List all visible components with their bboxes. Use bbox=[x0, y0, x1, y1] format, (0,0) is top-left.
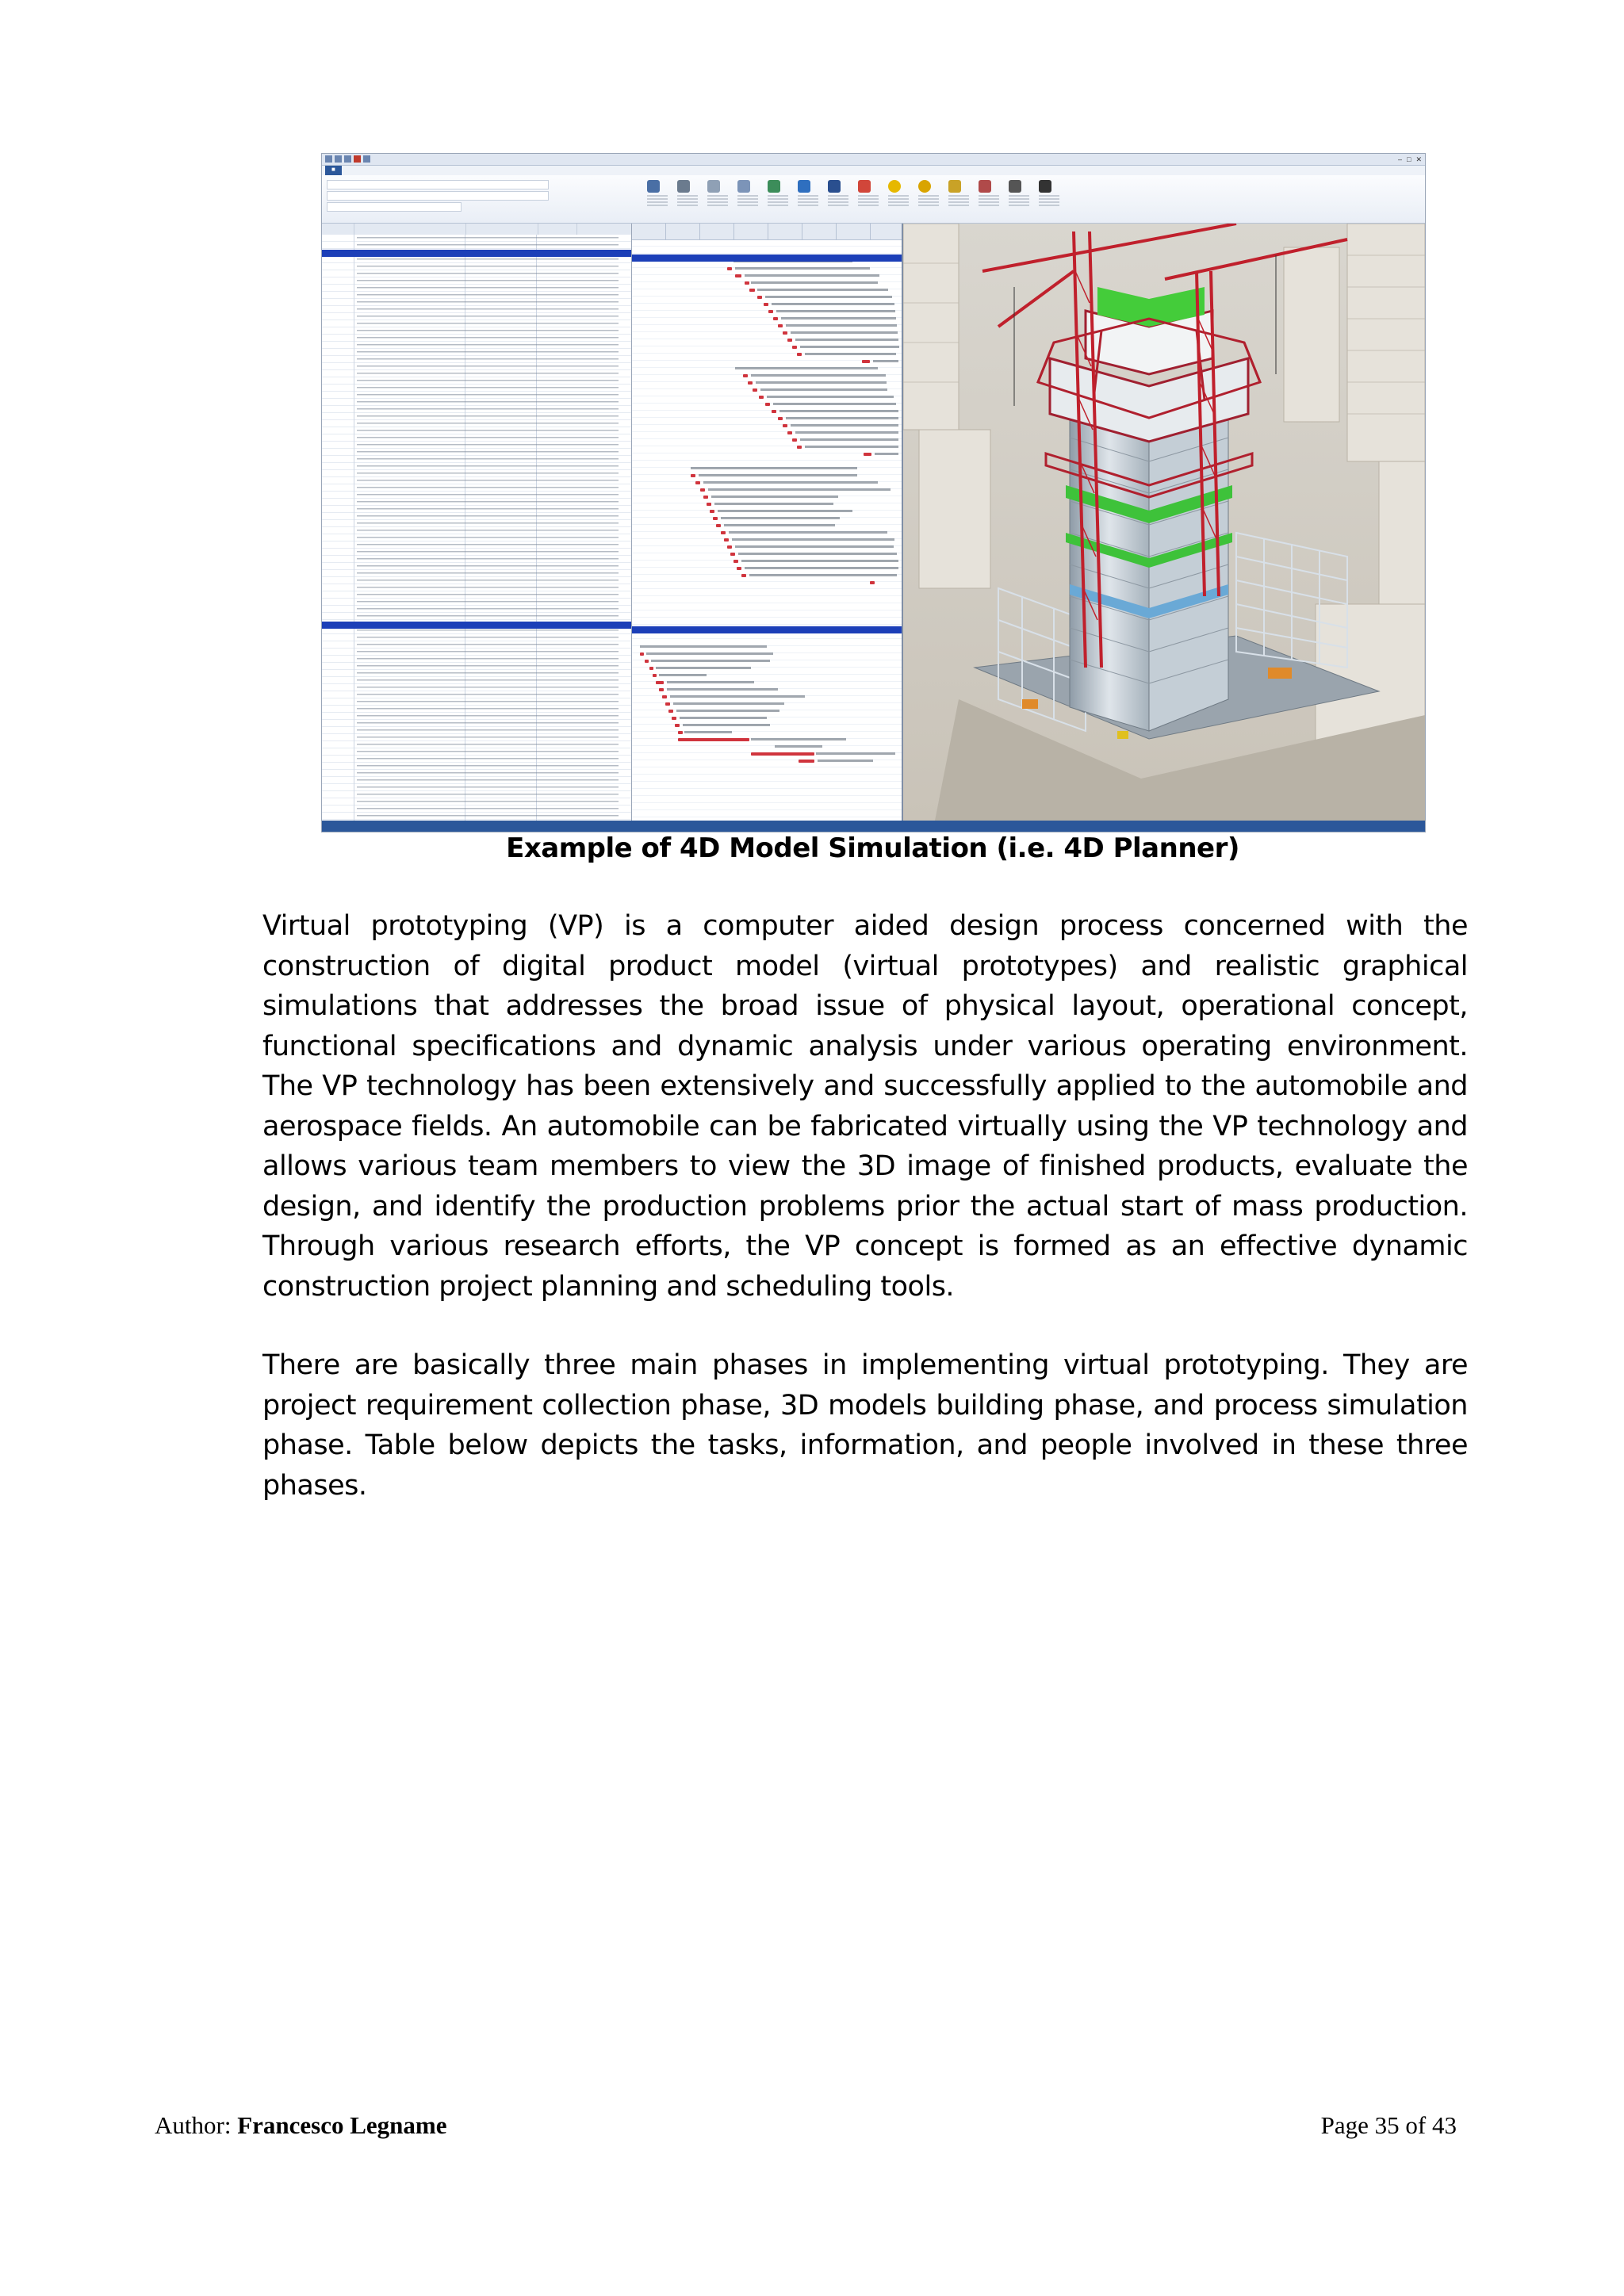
embedded-titlebar bbox=[322, 154, 1425, 166]
embedded-gantt-timescale bbox=[632, 224, 902, 240]
figure-caption: Example of 4D Model Simulation (i.e. 4D Planner) bbox=[506, 832, 1239, 864]
embedded-task-grid-header bbox=[322, 224, 631, 235]
embedded-selected-row bbox=[632, 254, 902, 262]
footer-page-number: Page 35 of 43 bbox=[1320, 2111, 1457, 2139]
figure-4d-planner-screenshot bbox=[321, 153, 1426, 832]
embedded-ribbon-tools bbox=[647, 180, 1059, 206]
embedded-task-grid bbox=[322, 224, 632, 821]
embedded-window-controls: – □ ✕ bbox=[1398, 155, 1422, 163]
embedded-quick-access-icons bbox=[325, 155, 370, 163]
embedded-3d-building-view bbox=[903, 224, 1425, 821]
embedded-gantt-chart bbox=[632, 224, 903, 821]
footer-author-name: Francesco Legname bbox=[237, 2111, 447, 2139]
embedded-status-bar bbox=[322, 821, 1425, 832]
embedded-ribbon bbox=[322, 175, 1425, 224]
embedded-gantt-bars bbox=[632, 239, 902, 821]
construction-site-3d-illustration bbox=[903, 224, 1425, 821]
embedded-file-tab-icon: ■ bbox=[325, 166, 342, 175]
embedded-task-grid-rows bbox=[322, 235, 631, 821]
embedded-menu-tabs bbox=[322, 166, 1425, 175]
embedded-selected-row bbox=[632, 626, 902, 633]
footer-author bbox=[155, 2111, 446, 2140]
embedded-selected-row bbox=[322, 250, 631, 257]
footer-author-label: Author: bbox=[155, 2111, 238, 2139]
paragraph-virtual-prototyping: Virtual prototyping (VP) is a computer aided design process concerned with the construction of digital product model (virtual prototypes) and realistic graphical simulations that addresses the broad issue of physical layout, operational concept, functional specifications and dynamic analysis under various operating environment. The VP technology has been extensively and successfully applied to the automobile and aerospace fields. An automobile can be fabricated virtually using the VP technology and allows various team members to view the 3D image of finished products, evaluate the design, and identify the production problems prior the actual start of mass production. Through various research efforts, the VP concept is formed as an effective dynamic construction project planning and scheduling tools. bbox=[262, 910, 1468, 1303]
embedded-ribbon-fields bbox=[327, 180, 549, 213]
embedded-selected-row bbox=[322, 622, 631, 629]
paragraph-three-phases: There are basically three main phases in implementing virtual prototyping. They are project requirement collection phase, 3D models building phase, and process simulation phase. Table below depicts the tasks, information, and people involved in these three phases. bbox=[262, 1349, 1468, 1502]
